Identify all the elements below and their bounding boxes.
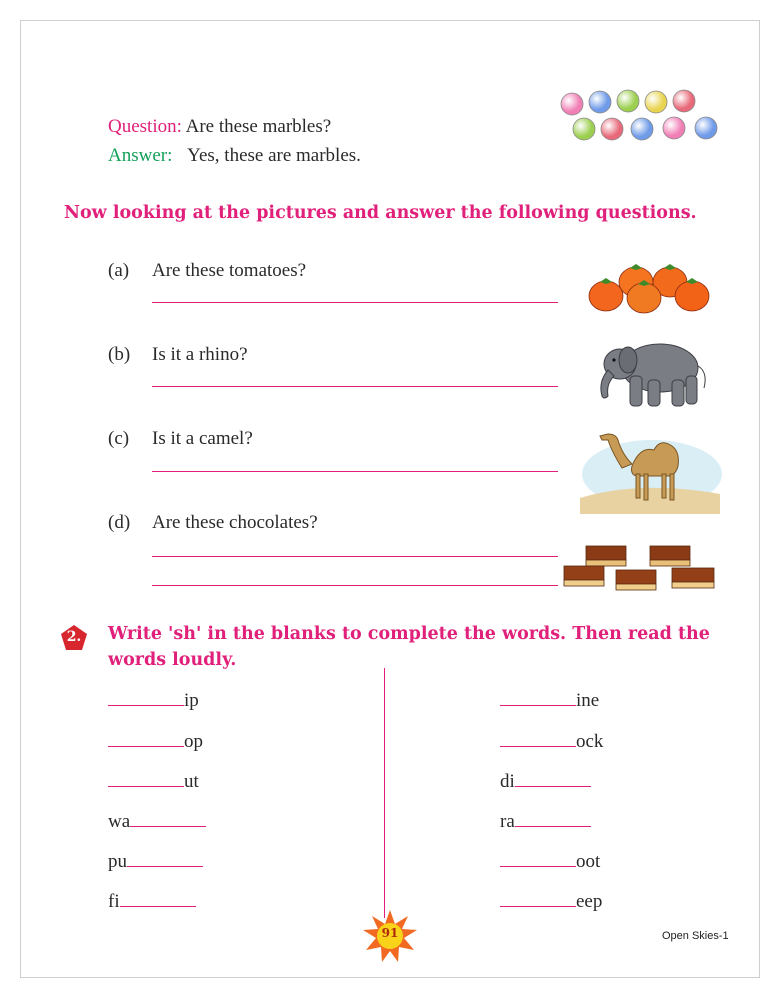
example-question: [108, 116, 331, 138]
camel-image: [576, 418, 722, 514]
answer-label: Answer:: [108, 145, 173, 166]
answer-line-c[interactable]: [152, 471, 558, 472]
word-left-6: [108, 891, 196, 913]
word-suffix: eep: [576, 891, 603, 912]
word-right-1: [500, 690, 599, 712]
word-blank[interactable]: [500, 745, 576, 747]
question-c-text: Is it a camel?: [152, 428, 253, 449]
chocolates-image: [560, 538, 722, 604]
word-blank[interactable]: [127, 865, 203, 867]
word-right-2: [500, 731, 603, 753]
word-blank[interactable]: [130, 825, 206, 827]
word-left-4: [108, 811, 206, 833]
exercise2-title-line1: Write 'sh' in the blanks to complete the words. Then read the: [108, 624, 710, 644]
word-prefix: wa: [108, 811, 131, 832]
book-title: Open Skies-1: [662, 930, 729, 942]
exercise-number: 2.: [66, 629, 82, 645]
word-prefix: ra: [500, 811, 515, 832]
word-suffix: oot: [576, 851, 601, 872]
answer-line-b[interactable]: [152, 386, 558, 387]
word-left-2: [108, 731, 203, 753]
tomatoes-image: [584, 260, 714, 316]
word-left-3: [108, 771, 199, 793]
word-suffix: ock: [576, 731, 604, 752]
answer-text: Yes, these are marbles.: [187, 145, 361, 166]
marbles-image: [556, 88, 726, 148]
word-suffix: ine: [576, 690, 600, 711]
question-d-marker: (d): [108, 512, 131, 533]
word-blank[interactable]: [108, 745, 184, 747]
word-blank[interactable]: [500, 905, 576, 907]
answer-line-d2[interactable]: [152, 585, 558, 586]
word-blank[interactable]: [515, 785, 591, 787]
word-prefix: fi: [108, 891, 120, 912]
question-b-text: Is it a rhino?: [152, 344, 248, 365]
word-left-1: [108, 690, 199, 712]
word-blank[interactable]: [500, 865, 576, 867]
word-right-5: [500, 851, 600, 873]
question-a-marker: (a): [108, 260, 130, 281]
instruction-heading: Now looking at the pictures and answer the following questions.: [64, 203, 697, 223]
question-b-marker: (b): [108, 344, 131, 365]
word-suffix: op: [184, 731, 203, 752]
column-divider: [384, 668, 385, 918]
word-right-4: [500, 811, 591, 833]
exercise2-title-line2: words loudly.: [108, 650, 237, 670]
question-text: Are these marbles?: [185, 116, 332, 137]
answer-line-a[interactable]: [152, 302, 558, 303]
example-answer: [108, 145, 361, 167]
word-blank[interactable]: [500, 704, 576, 706]
word-right-6: [500, 891, 602, 913]
word-suffix: ip: [184, 690, 199, 711]
word-blank[interactable]: [108, 704, 184, 706]
question-c-marker: (c): [108, 428, 130, 449]
word-blank[interactable]: [120, 905, 196, 907]
word-prefix: pu: [108, 851, 127, 872]
word-left-5: [108, 851, 203, 873]
word-suffix: ut: [184, 771, 199, 792]
page-number: 91: [381, 926, 399, 940]
question-d-text: Are these chocolates?: [152, 512, 318, 533]
word-blank[interactable]: [108, 785, 184, 787]
word-prefix: di: [500, 771, 515, 792]
question-a-text: Are these tomatoes?: [152, 260, 307, 281]
answer-line-d1[interactable]: [152, 556, 558, 557]
question-label: Question:: [108, 116, 182, 137]
word-right-3: [500, 771, 591, 793]
word-blank[interactable]: [515, 825, 591, 827]
elephant-image: [594, 336, 710, 410]
